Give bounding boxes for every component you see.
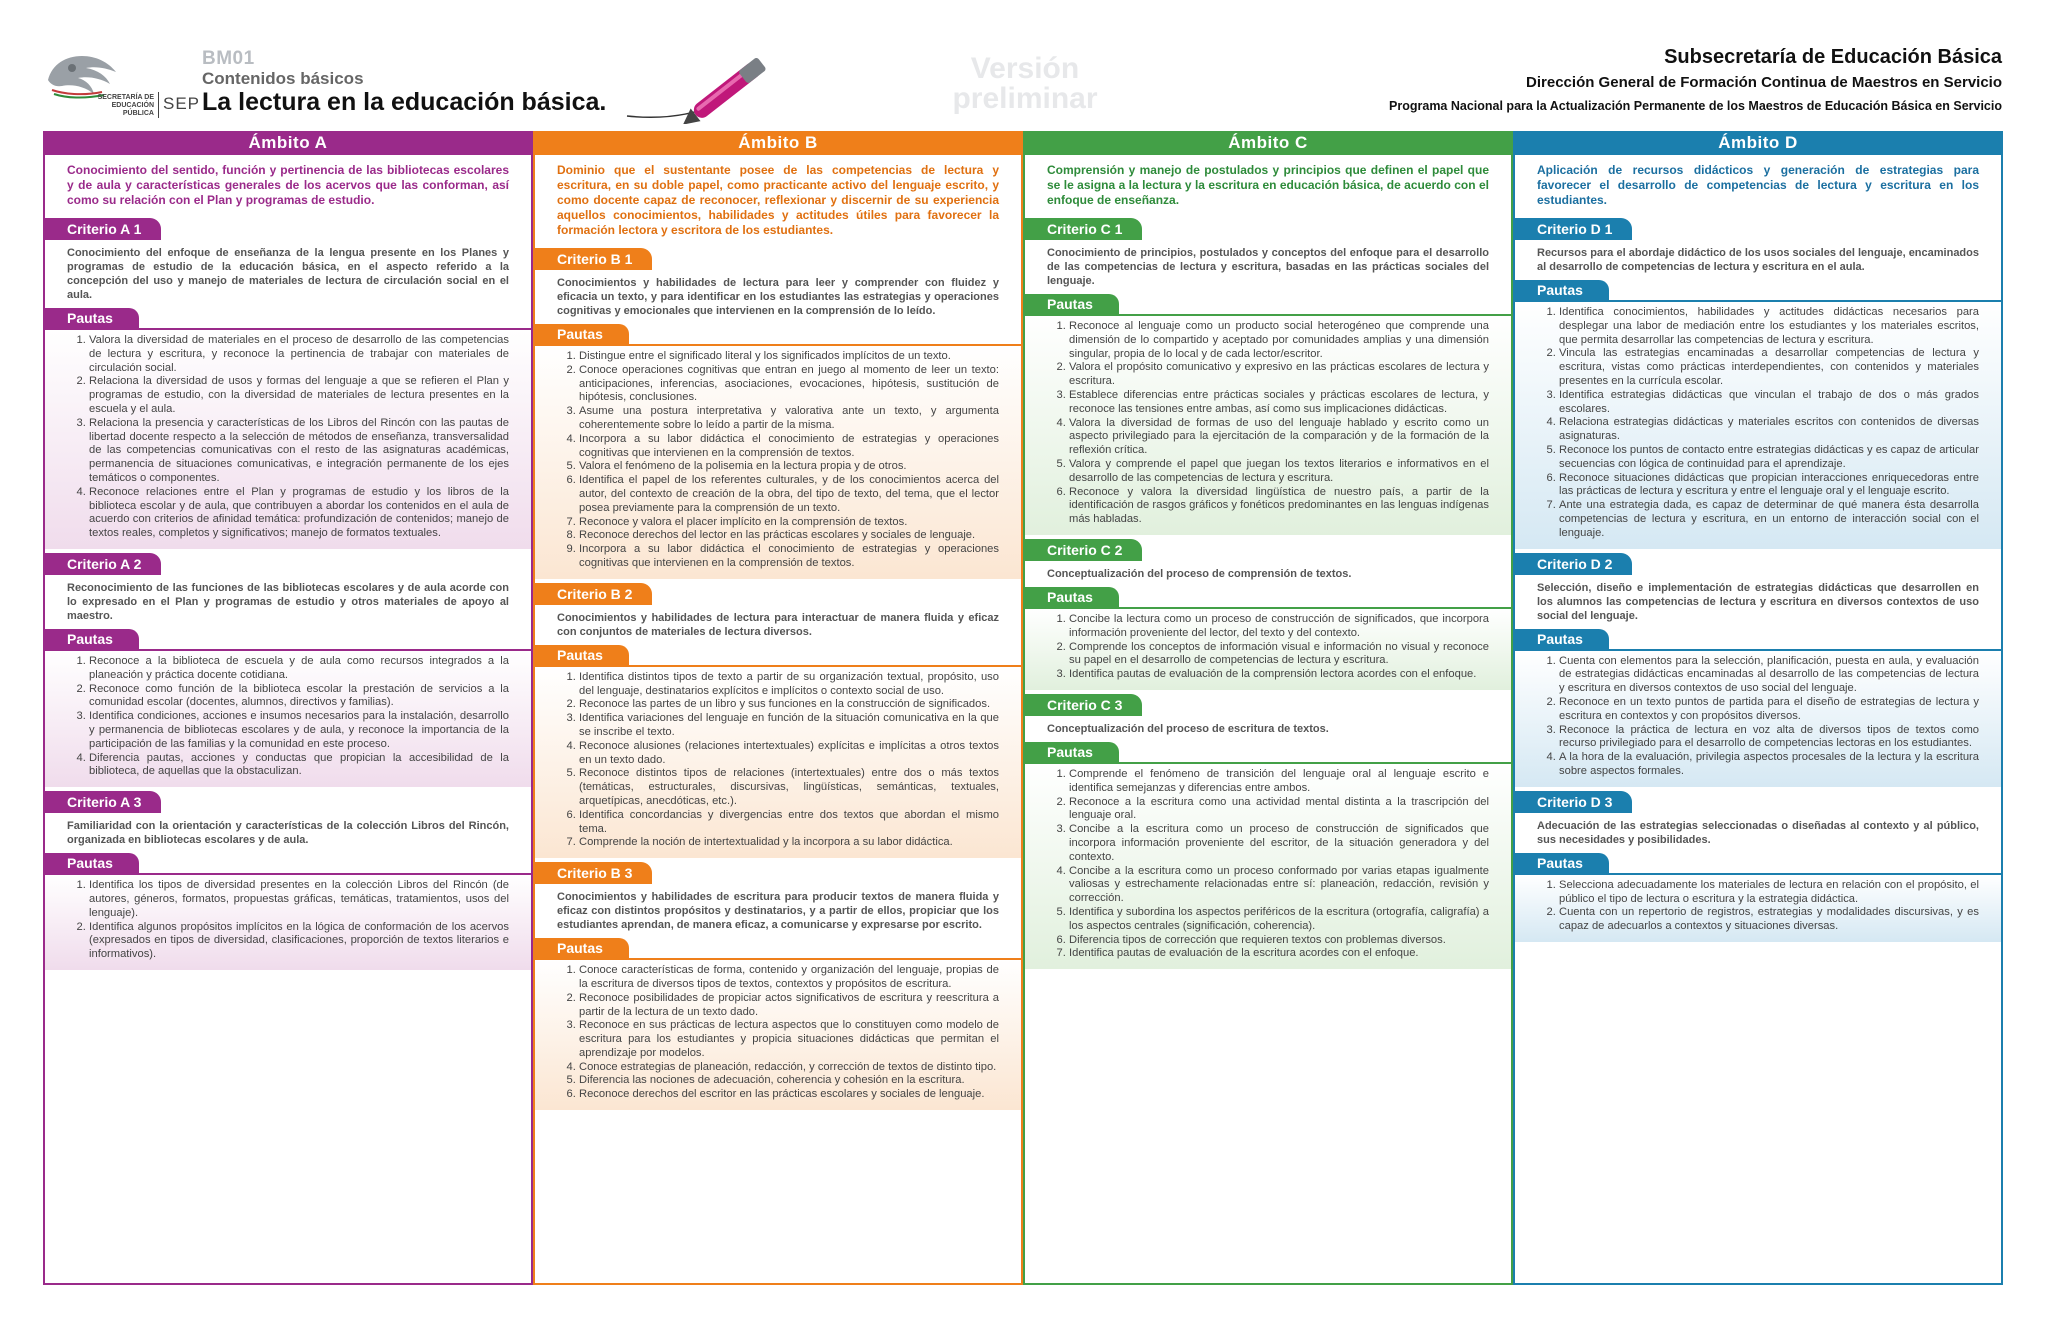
criterio-header (45, 553, 531, 575)
pauta-item: 5. Reconoce los puntos de contacto entre estrategias didácticas y es capaz de articular secuencias con lógica de continuidad para el aprendizaje. (1559, 444, 1979, 472)
pautas-label: Pautas (1515, 280, 1609, 300)
criterio-c1-label: Criterio C 1 (1025, 218, 1142, 240)
institution-program: Programa Nacional para la Actualización Permanente de los Maestros de Educación Básica en Servicio (1389, 99, 2002, 113)
ambitos-grid (43, 131, 2003, 1285)
pauta-item: 2. Identifica algunos propósitos implícitos en la lógica de conformación de los acervos (expresados en tipos de diversidad, clasificaciones, proporción de textos literarios e informativos). (89, 921, 509, 962)
pautas-list (1025, 609, 1511, 690)
criterio-b3-section (535, 862, 1021, 1110)
pauta-item: 3. Reconoce la práctica de lectura en voz alta de diversos tipos de textos como recurso privilegiado para el desarrollo de competencias lectoras en los estudiantes. (1559, 724, 1979, 752)
pautas-label: Pautas (45, 308, 139, 328)
pauta-item: 5. Valora el fenómeno de la polisemia en la lectura propia y de otros. (579, 460, 999, 474)
criterio-c1-section (1025, 218, 1511, 535)
pautas-label: Pautas (1025, 742, 1119, 762)
pauta-item: 1. Concibe la lectura como un proceso de construcción de significados, que incorpora información proveniente del lector, del texto y del contexto. (1069, 613, 1489, 641)
criterio-b2-text: Conocimientos y habilidades de lectura para interactuar de manera fluida y eficaz con conjuntos de materiales de lectura diversos. (557, 611, 999, 638)
pautas-header (45, 629, 531, 649)
pauta-item: 3. Establece diferencias entre prácticas sociales y prácticas escolares de lectura, y reconoce las tensiones entre ambas, así como sus implicaciones didácticas. (1069, 389, 1489, 417)
pauta-item: 1. Identifica conocimientos, habilidades y actitudes didácticas necesarios para desplegar una labor de mediación entre los estudiantes y los materiales escritos, que permita desarrollar las competencias de lectura y escritura. (1559, 306, 1979, 347)
institution-directorate: Dirección General de Formación Continua de Maestros en Servicio (1526, 74, 2002, 91)
pautas-list (45, 651, 531, 787)
pautas-header (1025, 587, 1511, 607)
pen-illustration-icon (625, 44, 785, 124)
pauta-item: 5. Diferencia las nociones de adecuación, coherencia y cohesión en la escritura. (579, 1074, 999, 1088)
criterio-d1-text: Recursos para el abordaje didáctico de los usos sociales del lenguaje, encaminados al desarrollo de competencias de lectura y escritura en el aula. (1537, 247, 1979, 273)
pauta-item: 4. Diferencia pautas, acciones y conductas que propician la accesibilidad de la biblioteca, de aquellas que la obstaculizan. (89, 752, 509, 780)
pauta-item: 5. Identifica y subordina los aspectos periféricos de la escritura (ortografía, caligrafía) a los aspectos centrales (significación, coherencia). (1069, 906, 1489, 934)
criterio-c1-text: Conocimiento de principios, postulados y conceptos del enfoque para el desarrollo de las competencias de lectura y escritura, basadas en las prácticas sociales del lenguaje. (1047, 247, 1489, 287)
criterio-a1-label: Criterio A 1 (45, 218, 161, 240)
pautas-list (45, 875, 531, 970)
criterio-c2-text: Conceptualización del proceso de comprensión de textos. (1047, 567, 1352, 580)
pauta-item: 2. Cuenta con un repertorio de registros, estrategias y modalidades discursivas, y es capaz de adecuarlos a contextos y situaciones diversas. (1559, 906, 1979, 934)
criterio-a2-label: Criterio A 2 (45, 553, 161, 575)
ambito-b-header: Ámbito B (535, 131, 1021, 155)
pauta-item: 8. Reconoce derechos del lector en las prácticas escolares y sociales de lenguaje. (579, 529, 999, 543)
pauta-item: 3. Identifica condiciones, acciones e insumos necesarios para la instalación, desarrollo y permanencia de bibliotecas escolares y de aula, y reconoce la importancia de la participación de las familias y la comunidad en este proceso. (89, 710, 509, 751)
pautas-list (1025, 316, 1511, 535)
pautas-label: Pautas (45, 853, 139, 873)
pautas-header (535, 324, 1021, 344)
pauta-item: 1. Reconoce a la biblioteca de escuela y de aula como recursos integrados a la planeación y práctica docente cotidiana. (89, 655, 509, 683)
pauta-item: 5. Reconoce distintos tipos de relaciones (intertextuales) entre dos o más textos (temáticas, estructurales, discursivas, lingüísticas, semánticas, textuales, arquetípicas, anecdóticas, etc.). (579, 767, 999, 808)
criterio-header (1025, 218, 1511, 240)
criterio-b1-text: Conocimientos y habilidades de lectura para leer y comprender con fluidez y eficacia un texto, y para identificar en los estudiantes las estrategias y operaciones cognitivas y emocionales que intervienen en la comprensión de lo leído. (557, 277, 999, 317)
criterio-a3-section (45, 791, 531, 970)
pauta-item: 1. Valora la diversidad de materiales en el proceso de desarrollo de las competencias de lectura y escritura, y reconoce la pertinencia de trabajar con materiales de circulación social. (89, 334, 509, 375)
ambito-d-column (1513, 131, 2003, 1285)
pauta-item: 1. Distingue entre el significado literal y los significados implícitos de un texto. (579, 350, 999, 364)
pauta-item: 7. Identifica pautas de evaluación de la escritura acordes con el enfoque. (1069, 947, 1489, 961)
pautas-header (535, 938, 1021, 958)
pautas-label: Pautas (535, 645, 629, 665)
eagle-emblem-icon (42, 50, 120, 100)
pauta-item: 3. Relaciona la presencia y características de los Libros del Rincón con las pautas de libertad docente respecto a la selección de métodos de enseñanza, transversalidad de las competencias comunicativas con el resto de las asignaturas académicas, permanencia de situaciones comunicativas, e integración permanente de los ejes temáticos o componentes. (89, 417, 509, 486)
sep-logo (42, 50, 201, 120)
pauta-item: 4. A la hora de la evaluación, privilegia aspectos procesales de la lectura y la escritura sobre aspectos formales. (1559, 751, 1979, 779)
criterio-a1-section (45, 218, 531, 549)
pauta-item: 7. Reconoce y valora el placer implícito en la comprensión de textos. (579, 516, 999, 530)
criterio-header (535, 583, 1021, 605)
pautas-label: Pautas (1025, 294, 1119, 314)
pauta-item: 6. Reconoce derechos del escritor en las prácticas escolares y sociales de lenguaje. (579, 1088, 999, 1102)
pauta-item: 1. Reconoce al lenguaje como un producto social heterogéneo que comprende una dimensión de lo compartido y aceptado por comunidades amplias y una dimensión singular, propia de lo local y de cada lector/escritor. (1069, 320, 1489, 361)
pautas-header (45, 853, 531, 873)
criterio-header (1515, 218, 2001, 240)
pautas-list (535, 960, 1021, 1110)
pauta-item: 1. Identifica distintos tipos de texto a partir de su organización textual, propósito, uso del lenguaje, destinatarios explícitos e implícitos o contexto social de uso. (579, 671, 999, 699)
pautas-list (535, 667, 1021, 858)
page-header (0, 0, 2048, 128)
pauta-item: 4. Valora la diversidad de formas de uso del lenguaje hablado y escrito como un aspecto privilegiado para la ejercitación de la comparación y de la formación de la reflexión crítica. (1069, 417, 1489, 458)
preliminary-version-watermark: Versión preliminar (952, 52, 1098, 115)
criterio-d3-section (1515, 791, 2001, 942)
pautas-label: Pautas (535, 938, 629, 958)
criterio-header (535, 862, 1021, 884)
pautas-label: Pautas (1515, 853, 1609, 873)
pauta-item: 3. Identifica variaciones del lenguaje en función de la situación comunicativa en la que se inscribe el texto. (579, 712, 999, 740)
ambito-c-column (1023, 131, 1513, 1285)
pauta-item: 6. Reconoce situaciones didácticas que propician interacciones enriquecedoras entre las prácticas de lectura y escritura y entre el lenguaje oral y el lenguaje escrito. (1559, 472, 1979, 500)
pautas-header (1515, 629, 2001, 649)
logo-divider (158, 92, 159, 118)
pauta-item: 2. Reconoce las partes de un libro y sus funciones en la construcción de significados. (579, 698, 999, 712)
pauta-item: 4. Reconoce relaciones entre el Plan y programas de estudio y los libros de la biblioteca escolar y de aula, que contribuyen a abordar los contenidos en el aula de acuerdo con criterios de afinidad temática: profundización de contenidos; manejo de textos reales, completos y significativos; manejo de formatos textuales. (89, 486, 509, 541)
pauta-item: 1. Comprende el fenómeno de transición del lenguaje oral al lenguaje escrito e identifica semejanzas y diferencias entre ambos. (1069, 768, 1489, 796)
pautas-list (1515, 302, 2001, 549)
pauta-item: 6. Reconoce y valora la diversidad lingüística de nuestro país, a partir de la identificación de rasgos gráficos y fonéticos predominantes en las lenguas indígenas más habladas. (1069, 486, 1489, 527)
criterio-a1-text: Conocimiento del enfoque de enseñanza de la lengua presente en los Planes y programas de estudio de la educación básica, en el aspecto referido a la concepción del uso y manejo de materiales de lectura de circulación social en el aula. (67, 247, 509, 301)
criterio-d3-text: Adecuación de las estrategias seleccionadas o diseñadas al contexto y al público, sus necesidades y posibilidades. (1537, 819, 1979, 846)
pauta-item: 7. Ante una estrategia dada, es capaz de determinar de qué manera ésta desarrolla competencias de lectura y escritura, en un entorno de interacción social con el lenguaje. (1559, 499, 1979, 540)
criterio-b1-section (535, 248, 1021, 579)
pautas-header (1025, 294, 1511, 314)
criterio-header (1515, 791, 2001, 813)
ambito-b-column (533, 131, 1023, 1285)
criterio-d2-section (1515, 553, 2001, 787)
pauta-item: 5. Valora y comprende el papel que juegan los textos literarios e informativos en el desarrollo de las competencias de lectura y escritura. (1069, 458, 1489, 486)
pauta-item: 2. Reconoce a la escritura como una actividad mental distinta a la trascripción del lenguaje oral. (1069, 796, 1489, 824)
criterio-b2-label: Criterio B 2 (535, 583, 652, 605)
pautas-header (1515, 853, 2001, 873)
pauta-item: 2. Vincula las estrategias encaminadas a desarrollar competencias de lectura y escritura, vistas como prácticas interdependientes, con contenidos y materiales presentes en la currícula escolar. (1559, 347, 1979, 388)
criterio-a3-label: Criterio A 3 (45, 791, 161, 813)
pauta-item: 2. Reconoce en un texto puntos de partida para el diseño de estrategias de lectura y escritura en contextos y con propósitos diversos. (1559, 696, 1979, 724)
pauta-item: 2. Reconoce posibilidades de propiciar actos significativos de escritura y reescritura a partir de la lectura de un texto dado. (579, 992, 999, 1020)
ambito-a-column (43, 131, 533, 1285)
document-title: La lectura en la educación básica. (202, 88, 607, 116)
pautas-label: Pautas (1025, 587, 1119, 607)
ambito-c-description: Comprensión y manejo de postulados y principios que definen el papel que se le asigna a la lectura y la escritura en educación básica, de acuerdo con el enfoque de enseñanza. (1047, 163, 1489, 207)
criterio-b3-label: Criterio B 3 (535, 862, 652, 884)
criterio-c2-section (1025, 539, 1511, 690)
pauta-item: 1. Selecciona adecuadamente los materiales de lectura en relación con el propósito, el público el tipo de lectura o escritura y la estrategia didáctica. (1559, 879, 1979, 907)
ambito-b-description: Dominio que el sustentante posee de las competencias de lectura y escritura, en su doble papel, como practicante activo del lenguaje escrito, y como docente capaz de reconocer, reflexionar y discernir de su experiencia aquellos conocimientos, habilidades y actitudes útiles para favorecer la formación lectora y escritora de los estudiantes. (557, 163, 999, 237)
criterio-b1-label: Criterio B 1 (535, 248, 652, 270)
pauta-item: 3. Concibe a la escritura como un proceso de construcción de significados que incorpora información proveniente del escritor, de la situación generadora y del contexto. (1069, 823, 1489, 864)
criterio-b2-section (535, 583, 1021, 858)
document-code: BM01 (202, 48, 255, 69)
sep-logo-text: SECRETARÍA DE EDUCACIÓN PÚBLICA (97, 94, 154, 117)
criterio-header (535, 248, 1021, 270)
criterio-header (45, 791, 531, 813)
ambito-a-description: Conocimiento del sentido, función y pertinencia de las bibliotecas escolares y de aula y características generales de los acervos que las conforman, así como su relación con el Plan y programas de estudio. (67, 163, 509, 207)
sep-acronym: SEP (163, 94, 201, 113)
document-subtitle: Contenidos básicos (202, 69, 364, 88)
pautas-list (535, 346, 1021, 579)
pautas-label: Pautas (535, 324, 629, 344)
ambito-d-description: Aplicación de recursos didácticos y generación de estrategias para favorecer el desarrollo de competencias de lectura y escritura en los estudiantes. (1537, 163, 1979, 207)
criterio-a3-text: Familiaridad con la orientación y características de la colección Libros del Rincón, organizada en bibliotecas escolares y de aula. (67, 820, 509, 847)
pauta-item: 6. Diferencia tipos de corrección que requieren textos con problemas diversos. (1069, 934, 1489, 948)
pautas-header (1515, 280, 2001, 300)
criterio-b3-text: Conocimientos y habilidades de escritura para producir textos de manera fluida y eficaz con distintos propósitos y destinatarios, y a partir de ellos, propiciar que los estudiantes aprendan, de manera eficaz, a comunicarse y expresarse por escrito. (557, 891, 999, 932)
pauta-item: 3. Identifica pautas de evaluación de la comprensión lectora acordes con el enfoque. (1069, 668, 1489, 682)
criterio-d2-text: Selección, diseño e implementación de estrategias didácticas que desarrollen en los alumnos las competencias de lectura y escritura en diversos contextos de uso social del lenguaje. (1537, 581, 1979, 622)
criterio-c2-label: Criterio C 2 (1025, 539, 1142, 561)
criterio-a2-text: Reconocimiento de las funciones de las bibliotecas escolares y de aula acorde con lo expresado en el Plan y programas de estudio y otros materiales de apoyo al maestro. (67, 581, 509, 622)
ambito-c-header: Ámbito C (1025, 131, 1511, 155)
pauta-item: 1. Identifica los tipos de diversidad presentes en la colección Libros del Rincón (de autores, géneros, formatos, propuestas gráficas, temáticas, tratamientos, usos del lenguaje). (89, 879, 509, 920)
pautas-list (1515, 875, 2001, 942)
pauta-item: 2. Comprende los conceptos de información visual e información no visual y reconoce su papel en el desarrollo de competencias de lectura y escritura. (1069, 641, 1489, 669)
criterio-a2-section (45, 553, 531, 787)
pauta-item: 4. Concibe a la escritura como un proceso conformado por varias etapas igualmente valiosas y estrechamente relacionadas entre sí: planeación, redacción, revisión y corrección. (1069, 865, 1489, 906)
criterio-d2-label: Criterio D 2 (1515, 553, 1632, 575)
pauta-item: 4. Conoce estrategias de planeación, redacción, y corrección de textos de distinto tipo. (579, 1061, 999, 1075)
criterio-d1-label: Criterio D 1 (1515, 218, 1632, 240)
pauta-item: 3. Reconoce en sus prácticas de lectura aspectos que lo constituyen como modelo de escritura para los estudiantes y propicia situaciones didácticas que permitan el aprendizaje por modelos. (579, 1019, 999, 1060)
pautas-label: Pautas (45, 629, 139, 649)
pauta-item: 4. Relaciona estrategias didácticas y materiales escritos con contenidos de diversas asignaturas. (1559, 416, 1979, 444)
pauta-item: 3. Identifica estrategias didácticas que vinculan el trabajo de dos o más grados escolares. (1559, 389, 1979, 417)
criterio-header (1515, 553, 2001, 575)
criterio-c3-section (1025, 694, 1511, 969)
pauta-item: 1. Cuenta con elementos para la selección, planificación, puesta en aula, y evaluación de estrategias didácticas encaminadas al desarrollo de las competencias de lectura y escritura en diversos contextos de uso social del lenguaje. (1559, 655, 1979, 696)
pauta-item: 4. Reconoce alusiones (relaciones intertextuales) explícitas e implícitas a otros textos en un texto dado. (579, 740, 999, 768)
pautas-header (535, 645, 1021, 665)
pautas-header (45, 308, 531, 328)
pauta-item: 2. Valora el propósito comunicativo y expresivo en las prácticas escolares de lectura y escritura. (1069, 361, 1489, 389)
pautas-list (1025, 764, 1511, 969)
pauta-item: 9. Incorpora a su labor didáctica el conocimiento de estrategias y operaciones cognitivas que intervienen en la comprensión de textos. (579, 543, 999, 571)
criterio-header (1025, 694, 1511, 716)
pautas-list (1515, 651, 2001, 787)
criterio-header (1025, 539, 1511, 561)
criterio-c3-label: Criterio C 3 (1025, 694, 1142, 716)
pauta-item: 2. Conoce operaciones cognitivas que entran en juego al momento de leer un texto: anticipaciones, inferencias, asociaciones, evocaciones, hipótesis, sustitución de hipótesis, conclusiones. (579, 364, 999, 405)
ambito-a-header: Ámbito A (45, 131, 531, 155)
pauta-item: 2. Relaciona la diversidad de usos y formas del lenguaje a que se refieren el Plan y programas de estudio, con la diversidad de materiales de lectura presentes en la escuela y el aula. (89, 375, 509, 416)
pauta-item: 6. Identifica el papel de los referentes culturales, y de los conocimientos acerca del autor, del contexto de creación de la obra, del tipo de texto, del tema, que el lector posea previamente para la comprensión de un texto. (579, 474, 999, 515)
pauta-item: 2. Reconoce como función de la biblioteca escolar la prestación de servicios a la comunidad escolar (docentes, alumnos, directivos y familias). (89, 683, 509, 711)
pauta-item: 3. Asume una postura interpretativa y valorativa ante un texto, y argumenta coherentemente sobre lo leído a partir de la misma. (579, 405, 999, 433)
pauta-item: 1. Conoce características de forma, contenido y organización del lenguaje, propias de la escritura de diversos tipos de textos, contextos y propósitos de escritura. (579, 964, 999, 992)
pautas-label: Pautas (1515, 629, 1609, 649)
pauta-item: 7. Comprende la noción de intertextualidad y la incorpora a su labor didáctica. (579, 836, 999, 850)
criterio-c3-text: Conceptualización del proceso de escritura de textos. (1047, 722, 1329, 735)
pautas-list (45, 330, 531, 549)
ambito-d-header: Ámbito D (1515, 131, 2001, 155)
pautas-header (1025, 742, 1511, 762)
pauta-item: 4. Incorpora a su labor didáctica el conocimiento de estrategias y operaciones cognitivas que intervienen en la comprensión de textos. (579, 433, 999, 461)
criterio-d3-label: Criterio D 3 (1515, 791, 1632, 813)
pauta-item: 6. Identifica concordancias y divergencias entre dos textos que abordan el mismo tema. (579, 809, 999, 837)
criterio-header (45, 218, 531, 240)
criterio-d1-section (1515, 218, 2001, 549)
institution-title: Subsecretaría de Educación Básica (1664, 46, 2002, 68)
